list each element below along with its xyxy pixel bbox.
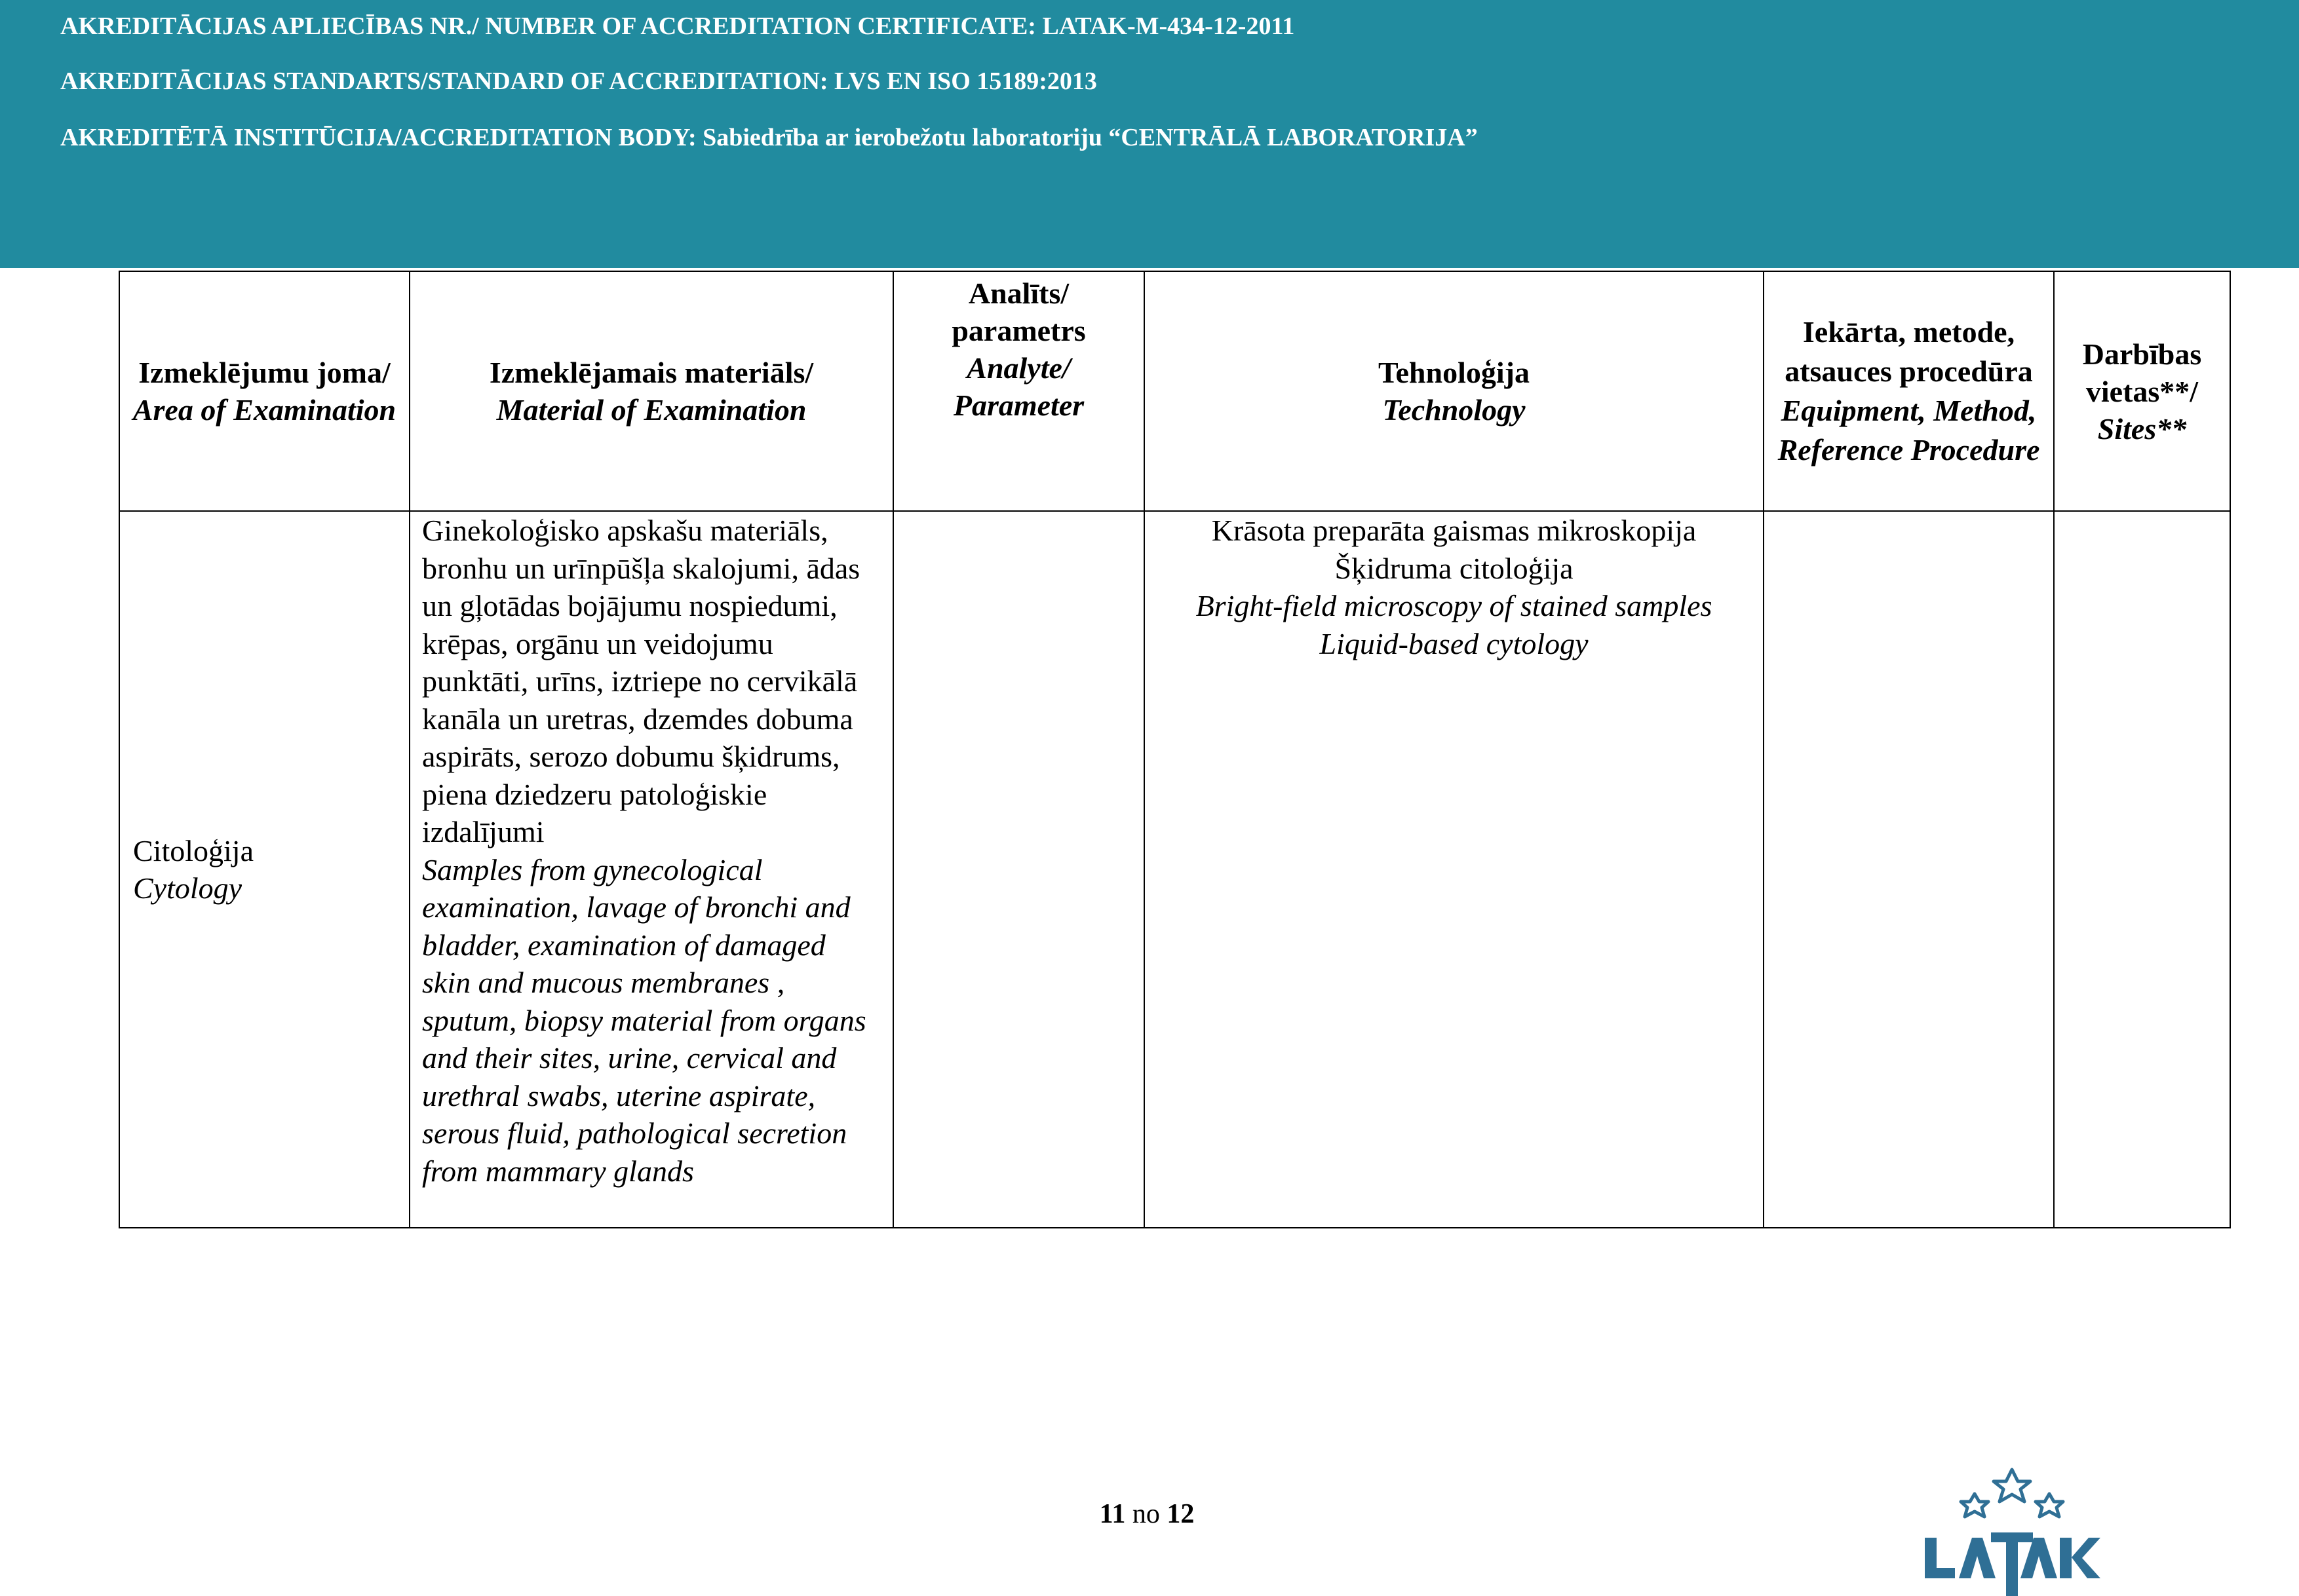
table-header-row <box>119 271 2230 511</box>
star-icon <box>2036 1494 2063 1517</box>
material-lv: Ginekoloģisko apskašu materiāls, bronhu un urīnpūšļa skalojumi, ādas un gļotādas bojājumu nospiedumi, krēpas, orgānu un veidojumu punktāti, urīns, iztriepe no cervikālā kanāla un uretras, dzemdes dobuma aspirāts, serozo dobumu šķidrums, piena dziedzeru patoloģiskie izdalījumi <box>422 514 860 848</box>
latak-logo <box>1923 1464 2100 1596</box>
column-header-area-en: Area of Examination <box>132 393 396 427</box>
column-header-technology <box>1144 271 1764 511</box>
column-header-sites <box>2054 271 2230 511</box>
cell-material <box>410 511 893 1228</box>
star-icon <box>1961 1494 1988 1517</box>
column-header-equipment-lv: Iekārta, metode, atsauces procedūra <box>1785 315 2033 388</box>
technology-lv-1: Krāsota preparāta gaismas mikroskopija <box>1211 514 1697 547</box>
technology-en-1: Bright-field microscopy of stained samples <box>1195 589 1712 622</box>
cell-area <box>119 511 410 1228</box>
column-header-material-en: Material of Examination <box>496 393 807 427</box>
technology-en-2: Liquid-based cytology <box>1319 626 1589 660</box>
column-header-area-lv: Izmeklējumu joma/ <box>138 356 391 389</box>
column-header-equipment-en: Equipment, Method, Reference Procedure <box>1777 394 2040 466</box>
area-en: Cytology <box>133 871 242 905</box>
certificate-number-line <box>60 12 1294 41</box>
star-icon <box>1994 1470 2030 1502</box>
page-number <box>1022 1498 1271 1530</box>
accreditation-body-line <box>60 123 1478 152</box>
accreditation-body-label: AKREDITĒTĀ INSTITŪCIJA/ACCREDITATION BODY: <box>60 124 697 151</box>
accreditation-standard-line <box>60 67 1097 96</box>
page-current: 11 <box>1099 1499 1126 1529</box>
cell-analyte <box>893 511 1144 1228</box>
cell-sites <box>2054 511 2230 1228</box>
column-header-analyte-en: Analyte/ Parameter <box>953 351 1085 422</box>
column-header-analyte <box>893 271 1144 511</box>
page-separator: no <box>1132 1499 1160 1529</box>
cell-technology <box>1144 511 1764 1228</box>
table-row <box>119 511 2230 1228</box>
header-band <box>0 0 2299 268</box>
material-en: Samples from gynecological examination, lavage of bronchi and bladder, examination of damaged skin and mucous membranes , sputum, biopsy material from organs and their sites, urine, cervical and urethral swabs, uterine aspirate, serous fluid, pathological secretion from mammary glands <box>422 852 866 1188</box>
accreditation-scope-table <box>119 271 2231 1228</box>
column-header-area <box>119 271 410 511</box>
column-header-sites-lv: Darbības vietas**/ <box>2082 337 2202 408</box>
accreditation-body-value: Sabiedrība ar ierobežotu laboratoriju “CENTRĀLĀ LABORATORIJA” <box>703 124 1478 151</box>
technology-lv-2: Šķidruma citoloģija <box>1334 551 1574 585</box>
accreditation-standard-label: AKREDITĀCIJAS STANDARTS/STANDARD OF ACCREDITATION: <box>60 67 828 95</box>
column-header-material <box>410 271 893 511</box>
column-header-technology-en: Technology <box>1382 393 1526 427</box>
column-header-sites-en: Sites** <box>2097 411 2187 446</box>
column-header-equipment <box>1764 271 2054 511</box>
area-lv: Citoloģija <box>133 833 254 867</box>
page-total: 12 <box>1167 1499 1195 1529</box>
certificate-number-value: LATAK-M-434-12-2011 <box>1042 12 1295 40</box>
column-header-analyte-lv: Analīts/ parametrs <box>952 276 1086 347</box>
column-header-technology-lv: Tehnoloģija <box>1378 356 1530 389</box>
certificate-number-label: AKREDITĀCIJAS APLIECĪBAS NR./ NUMBER OF ACCREDITATION CERTIFICATE: <box>60 12 1036 40</box>
cell-equipment <box>1764 511 2054 1228</box>
column-header-material-lv: Izmeklējamais materiāls/ <box>489 356 814 389</box>
accreditation-standard-value: LVS EN ISO 15189:2013 <box>834 67 1097 95</box>
